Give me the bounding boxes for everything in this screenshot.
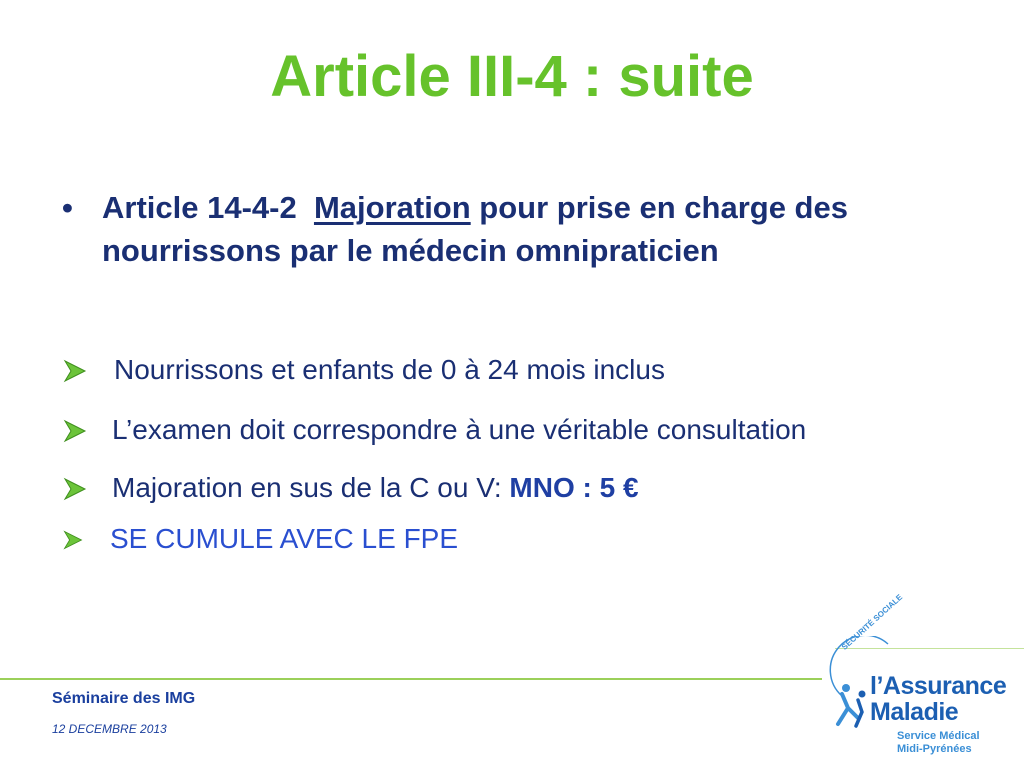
footer-divider xyxy=(0,678,822,680)
majoration-emphasis: Majoration xyxy=(313,190,471,225)
logo-service-line2: Midi-Pyrénées xyxy=(897,743,972,755)
footer-date: 12 DECEMBRE 2013 xyxy=(52,722,167,736)
main-bullet xyxy=(62,186,882,272)
mno-amount: MNO : 5 € xyxy=(509,472,639,503)
main-bullet-suffix: pour prise en charge des nourrissons par le médecin omnipraticien xyxy=(102,190,848,268)
sub-bullet-text xyxy=(112,470,639,506)
bullet-dot-icon: • xyxy=(62,190,73,225)
majoration-text: Majoration en sus de la C ou V: xyxy=(112,472,510,503)
main-bullet-text xyxy=(62,186,882,272)
arrow-bullet-icon xyxy=(62,358,88,384)
logo-arc-text: SÉCURITÉ SOCIALE xyxy=(840,592,905,652)
arrow-bullet-icon xyxy=(62,418,88,444)
arrow-bullet-icon xyxy=(62,476,88,502)
sub-bullet-text: SE CUMULE AVEC LE FPE xyxy=(110,523,459,554)
sub-bullet-text: L’examen doit correspondre à une véritable consultation xyxy=(112,414,807,445)
sub-bullet-text: Nourrissons et enfants de 0 à 24 mois inclus xyxy=(114,354,665,385)
slide-title: Article III-4 : suite xyxy=(270,44,754,109)
article-reference: Article 14-4-2 xyxy=(102,190,297,225)
logo-line2: Maladie xyxy=(870,698,959,726)
arrow-bullet-icon xyxy=(62,529,84,551)
footer-event-name: Séminaire des IMG xyxy=(52,690,196,707)
logo-line1: l’Assurance xyxy=(870,672,1007,700)
logo-service-line1: Service Médical xyxy=(897,730,980,742)
